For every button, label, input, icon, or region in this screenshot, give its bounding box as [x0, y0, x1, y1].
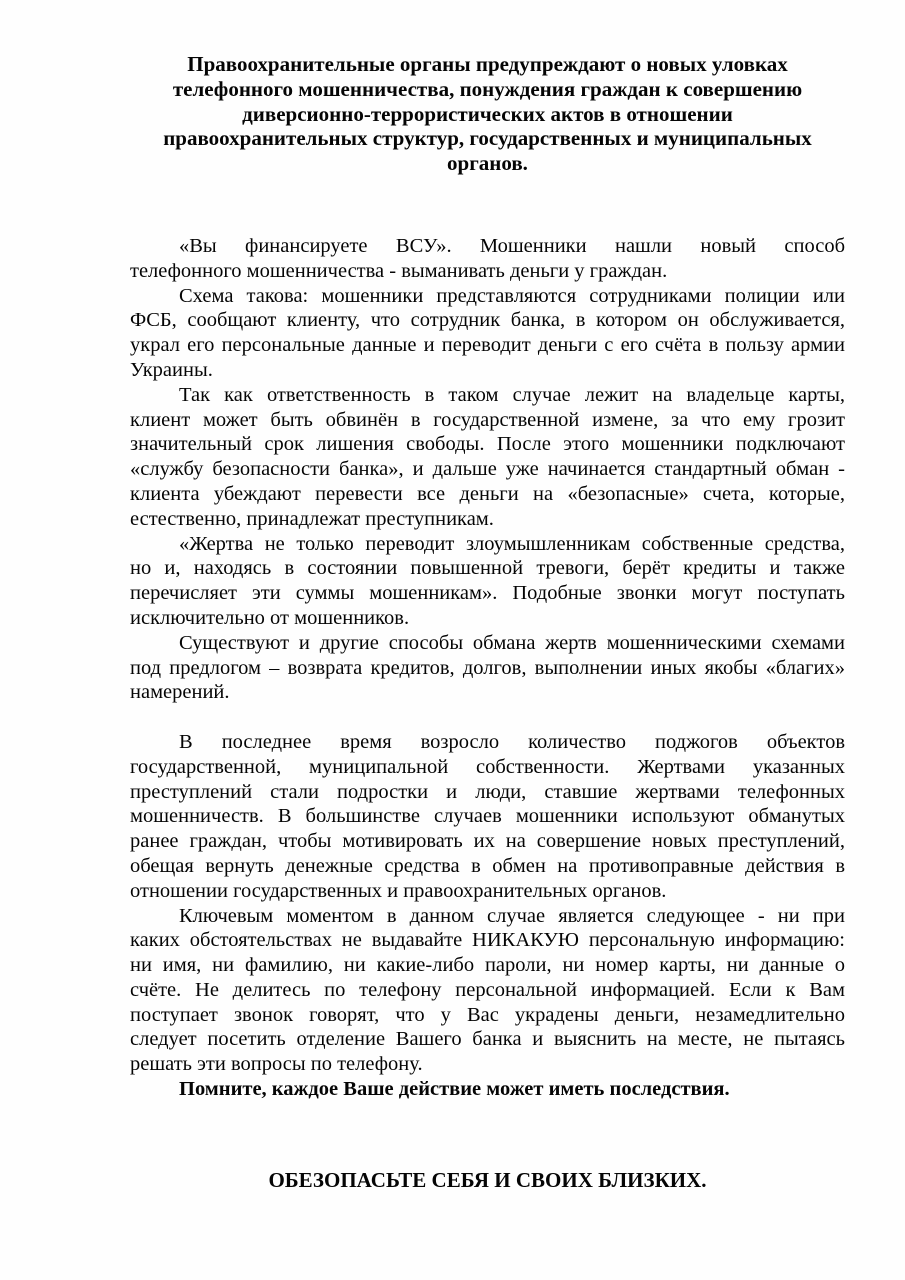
text-line: счёте. Не делитесь по телефону персональной информацией. Если к Вам	[130, 978, 845, 1001]
paragraph	[130, 631, 845, 705]
text-line: «службу безопасности банка», и дальше уже начинается стандартный обман -	[130, 458, 845, 481]
text-line: значительный срок лишения свободы. После этого мошенники подключают	[130, 433, 845, 456]
text-line: «Вы финансируете ВСУ». Мошенники нашли новый способ	[179, 234, 845, 257]
text-line: мошенничеств. В большинстве случаев мошенники используют обманутых	[130, 805, 845, 828]
text-line: перечисляет эти суммы мошенникам». Подобные звонки могут поступать	[130, 582, 845, 605]
paragraph	[130, 904, 845, 1078]
text-line: намерений.	[130, 681, 230, 704]
text-line: ФСБ, сообщают клиенту, что сотрудник банка, в котором он обслуживается,	[130, 309, 845, 332]
text-line: Украины.	[130, 358, 213, 381]
text-line: клиента убеждают перевести все деньги на «безопасные» счета, которые,	[130, 482, 845, 505]
text-line: отношении государственных и правоохранительных органов.	[130, 879, 667, 902]
text-line: под предлогом – возврата кредитов, долгов, выполнении иных якобы «благих»	[130, 656, 845, 679]
text-line: следует посетить отделение Вашего банка и выяснить на месте, не пытаясь	[130, 1028, 845, 1051]
document-body	[130, 234, 845, 1102]
text-section	[130, 730, 845, 1102]
text-line: телефонного мошенничества - выманивать деньги у граждан.	[130, 259, 668, 282]
paragraph	[130, 234, 845, 284]
title-line: диверсионно-террористических актов в отношении	[242, 101, 733, 126]
text-line: решать эти вопросы по телефону.	[130, 1053, 423, 1076]
paragraph	[130, 284, 845, 383]
text-line: ранее граждан, чтобы мотивировать их на совершение новых преступлений,	[130, 830, 845, 853]
text-line: исключительно от мошенников.	[130, 606, 410, 629]
text-line: преступлений стали подростки и люди, ставшие жертвами телефонных	[130, 780, 845, 803]
text-line: «Жертва не только переводит злоумышленникам собственные средства,	[179, 532, 845, 555]
text-line: государственной, муниципальной собственности. Жертвами указанных	[130, 755, 845, 778]
text-line: Схема такова: мошенники представляются сотрудниками полиции или	[179, 284, 845, 307]
text-line: обещая вернуть денежные средства в обмен на противоправные действия в	[130, 854, 845, 877]
paragraph	[130, 730, 845, 904]
title-line: правоохранительных структур, государственных и муниципальных	[163, 126, 812, 151]
paragraph	[130, 383, 845, 532]
text-line: но и, находясь в состоянии повышенной тревоги, берёт кредиты и также	[130, 557, 845, 580]
paragraph	[130, 1077, 845, 1102]
text-section	[130, 234, 845, 705]
text-line: ни имя, ни фамилию, ни какие-либо пароли, ни номер карты, ни данные о	[130, 954, 845, 977]
text-line: клиент может быть обвинён в государственной измене, за что ему грозит	[130, 408, 845, 431]
document-title	[130, 52, 845, 176]
closing-statement: ОБЕЗОПАСЬТЕ СЕБЯ И СВОИХ БЛИЗКИХ.	[268, 1167, 707, 1192]
title-line: органов.	[447, 151, 528, 176]
text-line: естественно, принадлежат преступникам.	[130, 507, 494, 530]
text-line: Так как ответственность в таком случае лежит на владельце карты,	[179, 383, 845, 406]
title-line: Правоохранительные органы предупреждают о новых уловках	[187, 52, 788, 76]
title-line: телефонного мошенничества, понуждения граждан к совершению	[172, 76, 803, 101]
text-line: украл его персональные данные и переводит деньги с его счёта в пользу армии	[130, 334, 845, 357]
text-line: поступает звонок говорят, что у Вас украдены деньги, незамедлительно	[130, 1003, 845, 1026]
text-line: В последнее время возросло количество поджогов объектов	[179, 730, 845, 753]
text-line: Существуют и другие способы обмана жертв мошенническими схемами	[179, 631, 845, 654]
document-content	[130, 0, 845, 1193]
text-line: Помните, каждое Ваше действие может иметь последствия.	[179, 1078, 730, 1101]
text-line: каких обстоятельствах не выдавайте НИКАКУЮ персональную информацию:	[130, 929, 845, 952]
text-line: Ключевым моментом в данном случае является следующее - ни при	[179, 904, 845, 927]
paragraph	[130, 532, 845, 631]
